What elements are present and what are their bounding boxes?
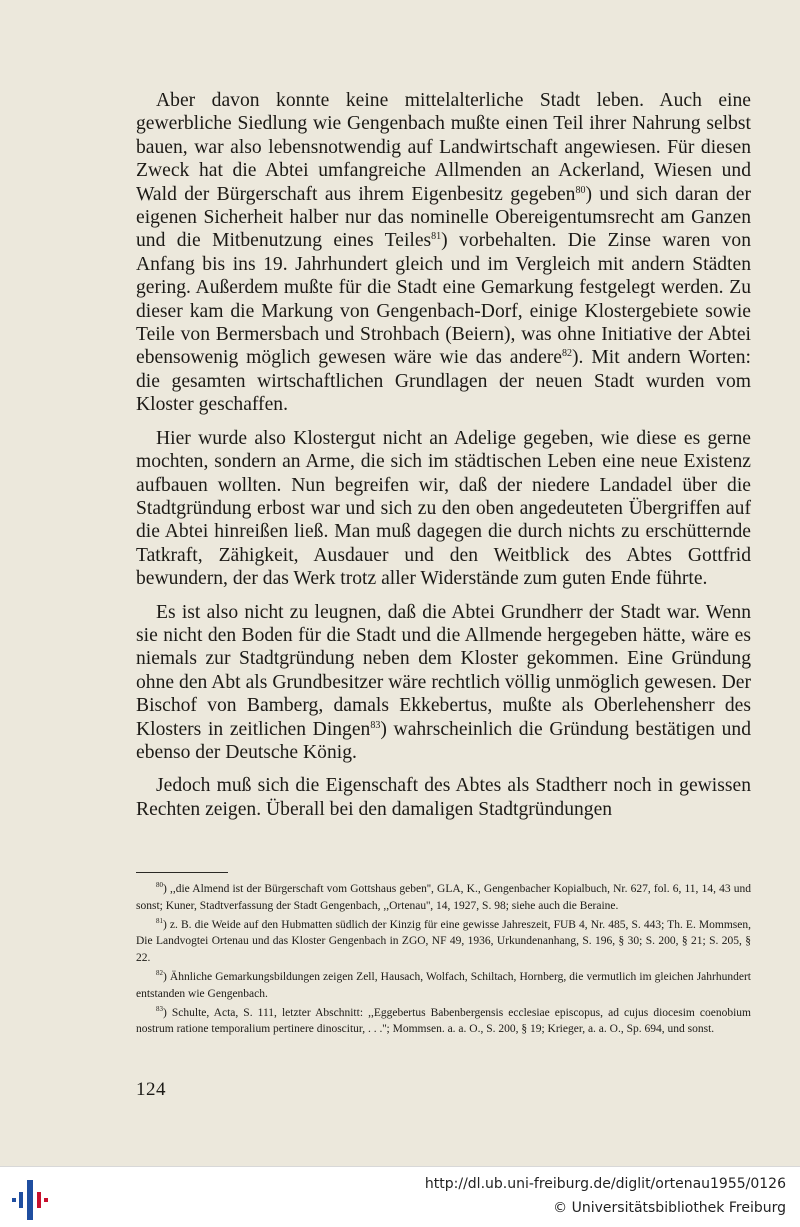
footnote-number: 83 (156, 1004, 163, 1013)
body-text (136, 89, 751, 831)
text-run: ). Mit andern Worten: die gesamten wirtschaftlichen Grundlagen der neuen Stadt wurden vom Kloster geschaffen. (136, 347, 752, 416)
footnote (136, 881, 751, 915)
text-run: Jedoch muß sich die Eigenschaft des Abtes als Stadtherr noch in gewissen Rechten zeigen. Überall bei den damaligen Stadtgründungen (136, 775, 751, 820)
footnote-text: ) z. B. die Weide auf den Hubmatten südlich der Kinzig für eine gewisse Jahreszeit, FUB 4, Nr. 485, S. 443; Th. E. Mommsen, Die Landvogtei Ortenau und das Kloster Gengenbach in ZGO, NF 49, 1936, Urkundenanhang, S. 196, § 30; S. 200, § 21; S. 205, § 22. (136, 918, 751, 965)
footnote (136, 969, 751, 1003)
paragraph (136, 89, 751, 417)
footnote-ref: 82 (562, 348, 573, 360)
footnote-number: 80 (156, 881, 163, 889)
footnote-number: 81 (156, 916, 163, 925)
paragraph (136, 427, 751, 591)
footnote-ref: 81 (431, 231, 442, 243)
footnote-text: ) ,,die Almend ist der Bürgerschaft vom Gottshaus geben'', GLA, K., Gengenbacher Kopialbuch, Nr. 627, fol. 6, 11, 14, 43 und sonst; Kuner, Stadtverfassung der Stadt Gengenbach, ,,Ortenau'', 14, 1927, S. 98; siehe auch die Beraine. (136, 883, 751, 912)
footnote-text: ) Ähnliche Gemarkungsbildungen zeigen Zell, Hausach, Wolfach, Schiltach, Hornberg, die vermutlich im gleichen Jahrhundert entstanden wie Gengenbach. (136, 970, 751, 1000)
footnote-text: ) Schulte, Acta, S. 111, letzter Abschnitt: ,,Eggebertus Babenbergensis ecclesiae episcopus, ad cujus diocesim coenobium nostrum ratione temporalium pertinere dinoscitur, . . .''; Mommsen. a. a. O., S. 200, § 19; Krieger, a. a. O., Sp. 694, und sonst. (136, 1006, 751, 1036)
footnote-ref: 83 (370, 719, 381, 731)
page-number: 124 (136, 1079, 166, 1100)
footnotes (136, 881, 751, 1040)
paragraph (136, 601, 751, 765)
footnote-number: 82 (156, 968, 163, 977)
text-run: Aber davon konnte keine mittelalterliche Stadt leben. Auch eine gewerbliche Siedlung wie Gengenbach mußte einen Teil ihrer Nahrung selbst bauen, war also lebensnotwendig auf Landwirtschaft angewiesen. Für diesen Zweck hat die Abtei umfangreiche Allmenden an Ackerland, Wiesen und Wald der Bürgerschaft aus ihrem Eigenbesitz gegeben (136, 90, 751, 205)
text-run: Hier wurde also Klostergut nicht an Adelige gegeben, wie diese es gerne mochten, sondern an Arme, die sich im städtischen Leben eine neue Existenz aufbauen wollten. Nun begreifen wir, daß der niedere Landadel über die Stadtgründung erbost war und sich zu den oben angedeuteten Übergriffen auf die Abtei hinreißen ließ. Man muß dagegen die durch nichts zu erschütternde Tatkraft, Zähigkeit, Ausdauer und den Weitblick des Abtes Gottfrid bewundern, der das Werk trotz aller Widerstände zum guten Ende führte. (136, 427, 751, 590)
footnote (136, 1005, 751, 1039)
text-run: ) wahrscheinlich die Gründung bestätigen und ebenso der Deutsche König. (136, 718, 751, 763)
text-run: Es ist also nicht zu leugnen, daß die Abtei Grundherr der Stadt war. Wenn sie nicht den Boden für die Stadt und die Allmende hergegeben hätte, wäre es niemals zur Stadtgründung neben dem Kloster gekommen. Eine Gründung ohne den Abt als Grundbesitzer wäre rechtlich völlig unmöglich gewesen. Der Bischof von Bamberg, damals Ekkebertus, mußte als Oberlehensherr des Klosters in zeitlichen Dingen (136, 601, 751, 740)
paragraph (136, 774, 751, 821)
footnote-divider (136, 872, 228, 873)
footnote (136, 917, 751, 967)
text-run: ) vorbehalten. Die Zinse waren von Anfang bis ins 19. Jahrhundert gleich und im Vergleich mit andern Städten gering. Außerdem mußte für die Stadt eine Gemarkung festgelegt werden. Zu dieser kam die Markung von Gengenbach-Dorf, einige Klostergebiete sowie Teile von Bermersbach und Strohbach (Beiern), was ohne Initiative der Abtei ebensowenig möglich gewesen wäre wie das andere (136, 230, 751, 369)
footnote-ref: 80 (575, 184, 586, 196)
copyright-text: © Universitätsbibliothek Freiburg (553, 1200, 786, 1216)
source-url-link[interactable]: http://dl.ub.uni-freiburg.de/diglit/ortenau1955/0126 (424, 1176, 786, 1192)
text-run: ) und sich daran der eigenen Sicherheit halber nur das nominelle Obereigentumsrecht am Ganzen und die Mitbenutzung eines Teiles (136, 183, 751, 252)
university-library-logo-icon[interactable] (10, 1178, 50, 1222)
